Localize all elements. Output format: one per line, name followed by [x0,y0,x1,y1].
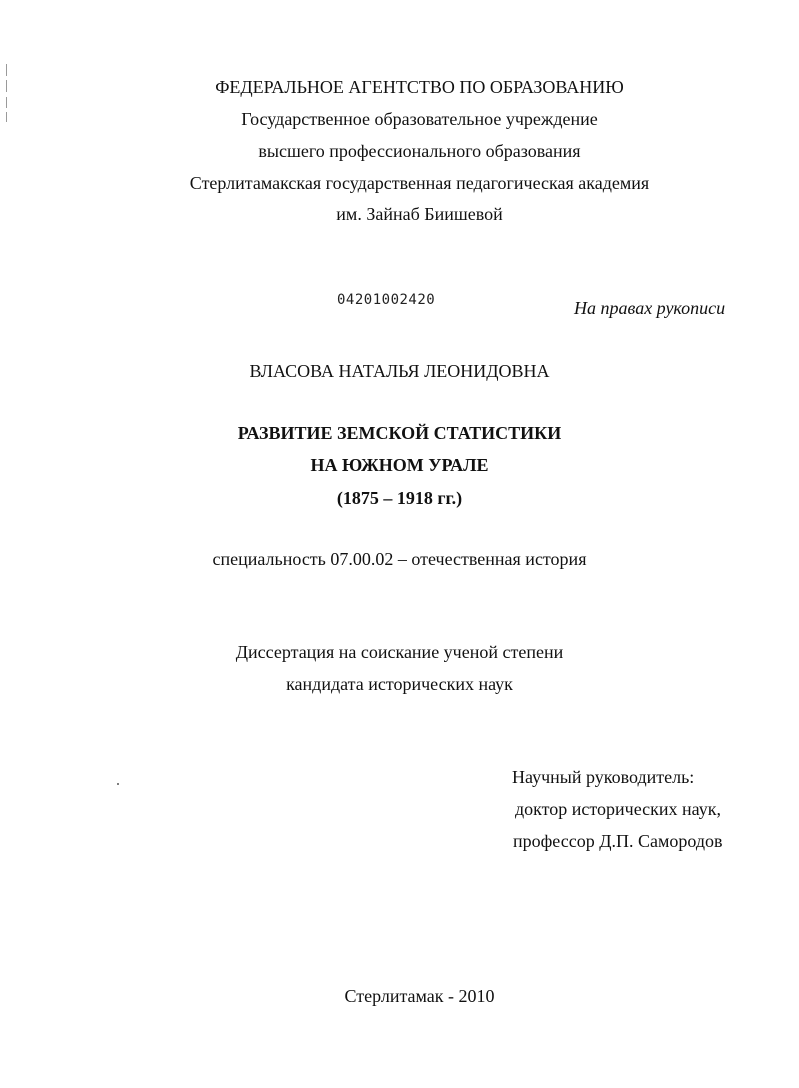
advisor-degree: доктор исторических наук, [515,799,721,819]
scan-artifact-line [6,80,7,92]
academy-name: Стерлитамакская государственная педагогическая академия [189,173,650,193]
education-level: высшего профессионального образования [258,141,581,161]
registration-number: 04201002420 [337,292,436,308]
advisor-label: Научный руководитель: [512,767,695,787]
title-line-2: НА ЮЖНОМ УРАЛЕ [310,455,489,475]
scan-artifact-dot [117,783,119,785]
scan-artifact-line [6,112,7,122]
title-years: (1875 – 1918 гг.) [336,488,463,508]
city-year: Стерлитамак - 2010 [344,986,495,1006]
institution-type: Государственное образовательное учреждение [241,109,598,129]
degree-line-1: Диссертация на соискание ученой степени [235,642,564,662]
author-name: ВЛАСОВА НАТАЛЬЯ ЛЕОНИДОВНА [249,361,550,381]
advisor-name: профессор Д.П. Самородов [513,831,723,851]
manuscript-note: На правах рукописи [574,298,726,318]
scan-artifact-line [6,97,7,108]
scan-artifact-line [6,64,7,76]
agency-name: ФЕДЕРАЛЬНОЕ АГЕНТСТВО ПО ОБРАЗОВАНИЮ [215,77,624,97]
degree-line-2: кандидата исторических наук [286,674,513,694]
specialty: специальность 07.00.02 – отечественная история [212,549,587,569]
academy-named-after: им. Зайнаб Биишевой [336,204,503,224]
title-line-1: РАЗВИТИЕ ЗЕМСКОЙ СТАТИСТИКИ [237,423,562,443]
